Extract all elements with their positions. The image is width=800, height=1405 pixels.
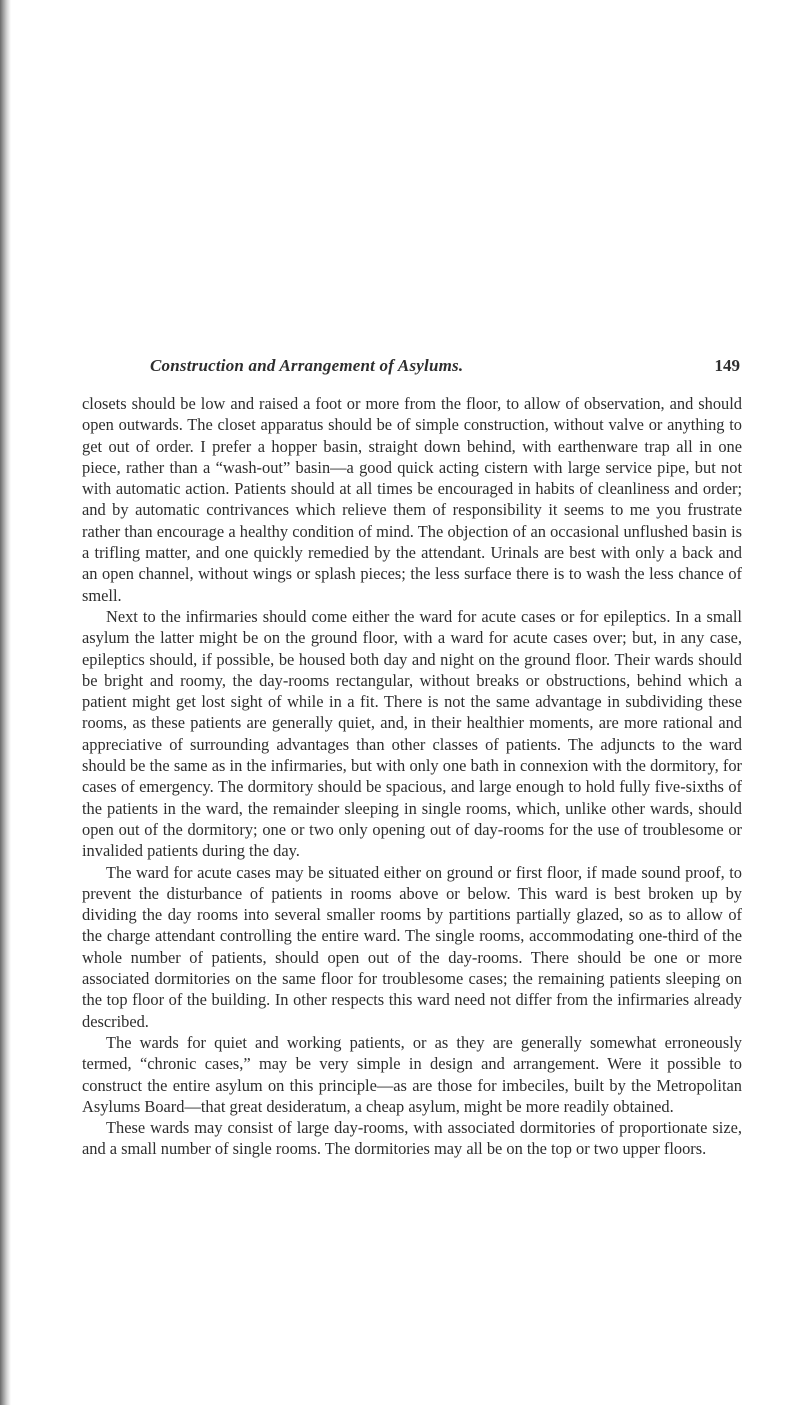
paragraph-closets: closets should be low and raised a foot or more from the floor, to allow of observation, and should open outwards. The closet apparatus should be of simple construction, without valve or anything to get out of order. I prefer a hopper basin, straight down behind, with earthenware trap all in one piece, rather than a “wash-out” basin—a good quick acting cistern with large service pipe, but not with automatic action. Patients should at all times be encouraged in habits of cleanliness and order; and by automatic contrivances which relieve them of responsibility it seems to me you frustrate rather than encourage a healthy condition of mind. The objection of an occasional unflushed basin is a trifling matter, and one quickly remedied by the attendant. Urinals are best with only a back and an open channel, without wings or splash pieces; the less surface there is to wash the less chance of smell. <box>82 394 742 605</box>
page-header <box>150 356 740 380</box>
page-number: 149 <box>714 356 740 375</box>
page-binding-shadow <box>0 0 11 1405</box>
paragraph-epileptic-ward: Next to the infirmaries should come either the ward for acute cases or for epileptics. In a small asylum the latter might be on the ground floor, with a ward for acute cases over; but, in any case, epileptics should, if possible, be housed both day and night on the ground floor. Their wards should be bright and roomy, the day-rooms rectangular, without breaks or obstructions, behind which a patient might get lost sight of while in a fit. There is not the same advantage in subdividing these rooms, as these patients are generally quiet, and, in their healthier moments, are more rational and appreciative of surrounding advantages than other classes of patients. The adjuncts to the ward should be the same as in the infirmaries, but with only one bath in connexion with the dormitory, for cases of emergency. The dormitory should be spacious, and large enough to hold fully five-sixths of the patients in the ward, the remainder sleeping in single rooms, which, unlike other wards, should open out of the dormitory; one or two only opening out of day-rooms for the use of troublesome or invalided patients during the day. <box>82 606 742 861</box>
page-body <box>82 393 742 1160</box>
paragraph-acute-ward: The ward for acute cases may be situated either on ground or first floor, if made sound proof, to prevent the disturbance of patients in rooms above or below. This ward is best broken up by dividing the day rooms into several smaller rooms by partitions partially glazed, so as to allow of the charge attendant controlling the entire ward. The single rooms, accommodating one-third of the whole number of patients, should open out of the day-rooms. There should be one or more associated dormitories on the same floor for troublesome cases; the remaining patients sleeping on the top floor of the building. In other respects this ward need not differ from the infirmaries already described. <box>82 862 742 1031</box>
running-title: Construction and Arrangement of Asylums. <box>150 356 464 375</box>
paragraph-quiet-wards: The wards for quiet and working patients, or as they are generally somewhat erroneously termed, “chronic cases,” may be very simple in design and arrangement. Were it possible to construct the entire asylum on this principle—as are those for imbeciles, built by the Metropolitan Asylums Board—that great desideratum, a cheap asylum, might be more readily obtained. <box>82 1032 742 1116</box>
paragraph-dormitories: These wards may consist of large day-rooms, with associated dormitories of proportionate size, and a small number of single rooms. The dormitories may all be on the top or two upper floors. <box>82 1118 742 1159</box>
